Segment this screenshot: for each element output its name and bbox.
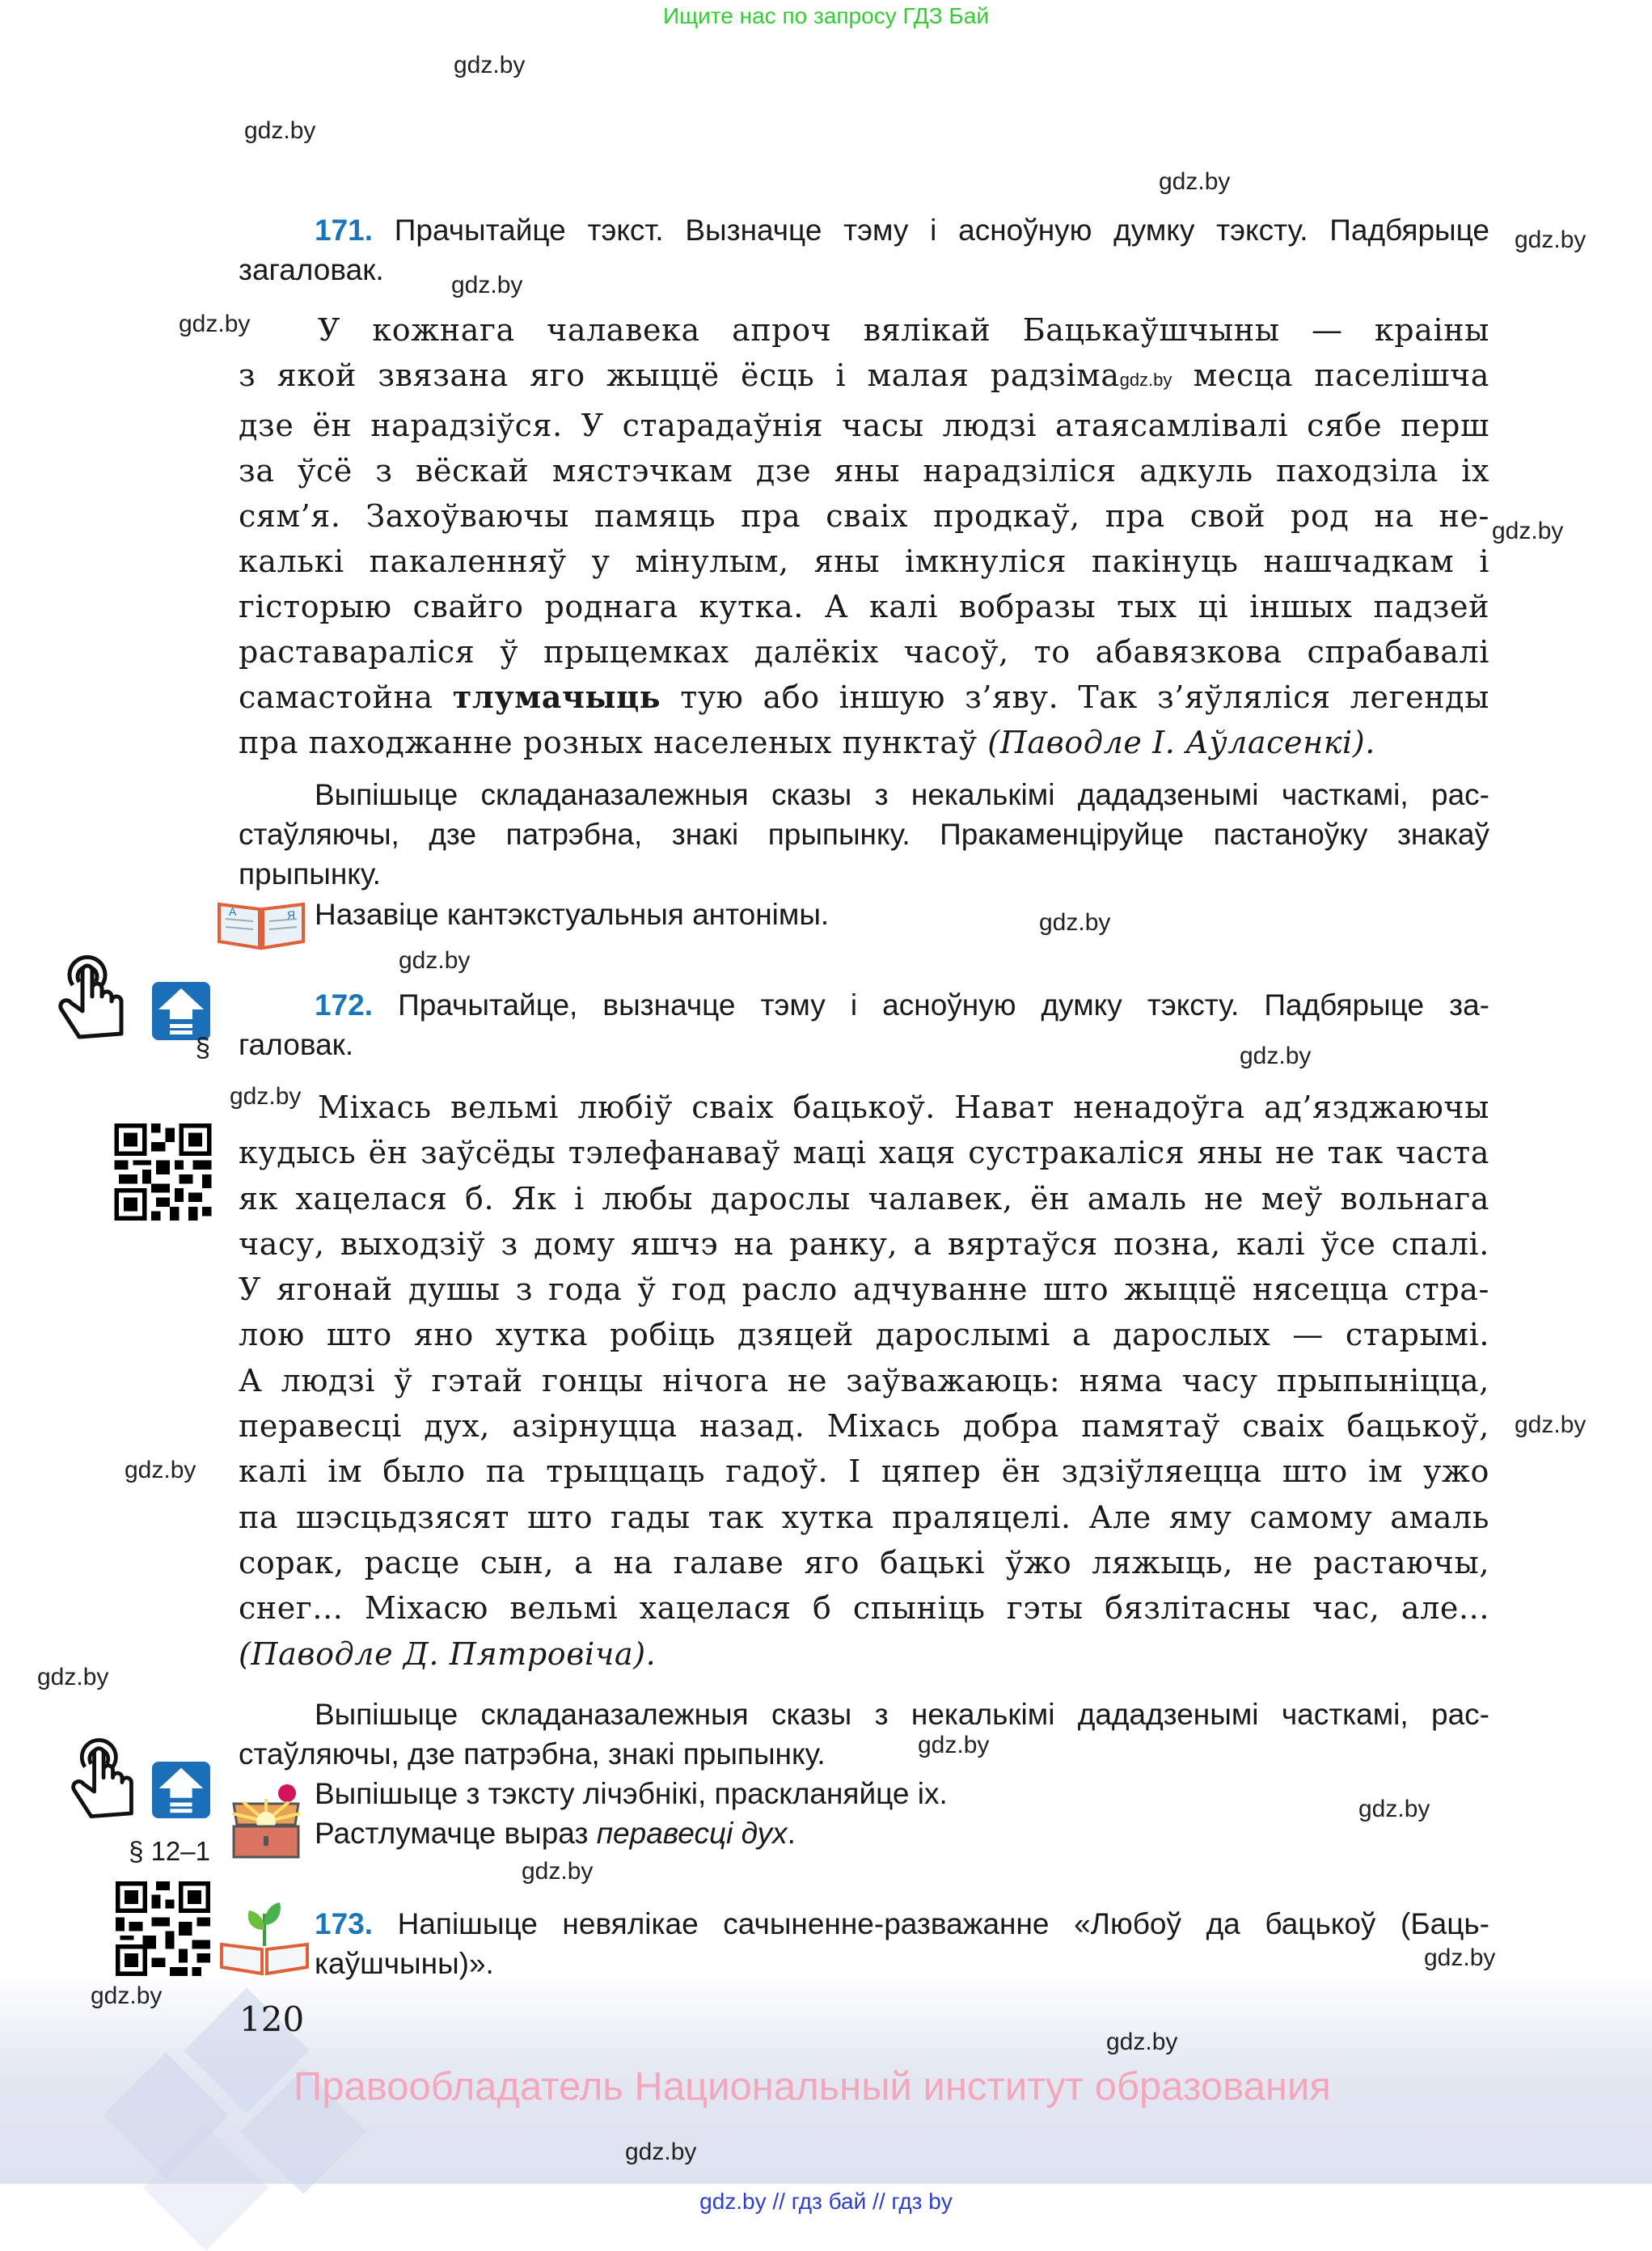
- text-segment: часу, выходзіў з дому яшчэ на ранку, а вяртаўся позна, калі ўсе спалі.: [239, 1225, 1489, 1262]
- text-segment: самастойна: [239, 679, 453, 715]
- watermark: gdz.by: [1515, 1411, 1587, 1438]
- text-line: [239, 1403, 1489, 1449]
- explain-text: Растлумачце выраз: [315, 1817, 597, 1850]
- text-segment: тлумачыць: [452, 679, 661, 715]
- instruction-text: Напішыце невялікае сачыненне-разважанне «Любоў да бацькоў (Баць-: [373, 1907, 1489, 1940]
- explain-text: .: [787, 1817, 796, 1850]
- watermark: gdz.by: [625, 2139, 697, 2165]
- text-line: [239, 1631, 1489, 1677]
- text-segment: (Паводле Д. Пятровіча).: [239, 1635, 657, 1672]
- watermark: gdz.by: [1039, 909, 1111, 936]
- exercise-text: Выпішыце складаназалежныя сказы з некалькімі дададзенымі часткамі, рас-: [315, 1698, 1489, 1731]
- text-segment: калькі пакаленняў у мінулым, яны імкнуліся пакінуць нашчадкам і: [239, 544, 1489, 579]
- watermark: gdz.by: [244, 117, 316, 144]
- text-segment: з якой звязана яго жыццё ёсць і малая радзіма: [239, 358, 1120, 393]
- task-172-numerals: Выпішыце з тэксту лічэбнікі, праскланяйце іх.: [315, 1777, 948, 1810]
- text-line: [239, 403, 1489, 448]
- text-line: [239, 539, 1489, 584]
- watermark: gdz.by: [125, 1457, 196, 1483]
- text-segment: кудысь ён заўсёды тэлефанаваў маці хаця сустракаліся яны не так часта: [239, 1135, 1489, 1171]
- text-line: [239, 1585, 1489, 1631]
- touch-hand-icon[interactable]: [70, 1729, 139, 1822]
- text-line: [239, 1540, 1489, 1585]
- text-segment: У кожнага чалавека апроч вялікай Бацькаўшчыны — краіны: [318, 312, 1489, 348]
- open-book-icon: [216, 895, 306, 951]
- watermark: gdz.by: [399, 947, 471, 974]
- task-171-antonyms: Назавіце кантэкстуальныя антонімы.: [315, 898, 830, 931]
- text-segment: А людзі ў гэтай гонцы нічога не заўважаюць: няма часу прыпыніцца,: [239, 1362, 1489, 1398]
- text-segment: як хацелася б. Як і любы дарослы чалавек, ён амаль не меў вольнага: [239, 1180, 1489, 1216]
- text-line: [239, 307, 1489, 353]
- watermark: gdz.by: [91, 1982, 163, 2009]
- text-segment: раставараліся ў прыцемках далёкіх часоў, то абавязкова спрабавалі: [239, 634, 1489, 670]
- watermark: gdz.by: [37, 1664, 109, 1690]
- watermark: gdz.by: [522, 1858, 594, 1885]
- treasure-chest-icon: [227, 1797, 305, 1860]
- watermark: gdz.by: [230, 1083, 302, 1110]
- page-number: 120: [239, 1999, 305, 2039]
- task-number: 173.: [315, 1907, 374, 1940]
- text-line: [239, 448, 1489, 493]
- watermark: gdz.by: [1358, 1796, 1430, 1822]
- watermark: gdz.by: [1119, 370, 1172, 390]
- task-171-exercise: [239, 775, 1489, 894]
- text-line: [239, 1221, 1489, 1267]
- text-line: [239, 629, 1489, 675]
- task-172-instruction: [239, 985, 1489, 1064]
- watermark: gdz.by: [179, 311, 251, 337]
- search-hint[interactable]: Ищите нас по запросу ГДЗ Бай: [662, 3, 990, 28]
- text-segment: тую або іншую з’яву. Так з’яўляліся легенды: [661, 679, 1489, 715]
- instruction-text: галовак.: [239, 1028, 354, 1061]
- watermark: gdz.by: [1106, 2029, 1178, 2055]
- watermark: gdz.by: [451, 272, 523, 298]
- svg-text:А: А: [229, 905, 237, 918]
- copyright-notice: Правообладатель Национальный институт образования: [294, 2065, 1331, 2109]
- watermark: gdz.by: [1159, 168, 1231, 195]
- exercise-text: стаўляючы, дзе патрэбна, знакі прыпынку.: [239, 1737, 826, 1771]
- watermark: gdz.by: [918, 1732, 990, 1758]
- text-line: [239, 1085, 1489, 1130]
- exercise-text: Выпішыце складаназалежныя сказы з некалькімі дададзенымі часткамі, рас-: [315, 778, 1489, 811]
- text-line: [239, 1130, 1489, 1175]
- task-number: 171.: [315, 214, 374, 247]
- text-line: [239, 1449, 1489, 1494]
- text-segment: снег... Міхасю вельмі хацелася б спыніць гэты бязлітасны час, але...: [239, 1590, 1489, 1627]
- text-segment: сорак, расце сын, а на галаве яго бацькі ўжо ляжыць, не растаючы,: [239, 1544, 1489, 1580]
- text-segment: сям’я. Захоўваючы памяць пра сваіх продкаў, пра свой род на не-: [239, 498, 1489, 534]
- text-line: [239, 1358, 1489, 1403]
- instruction-text: загаловак.: [239, 253, 384, 286]
- watermark: gdz.by: [1492, 518, 1564, 544]
- task-172-exercise: [239, 1695, 1489, 1774]
- text-line: [239, 493, 1489, 539]
- footer-links[interactable]: gdz.by // гдз бай // гдз by: [699, 2189, 953, 2214]
- task-172-explain: [315, 1813, 796, 1853]
- qr-code[interactable]: [113, 1123, 213, 1221]
- task-171-text: [239, 307, 1489, 765]
- task-172-text: [239, 1085, 1489, 1677]
- text-line: [239, 1312, 1489, 1357]
- text-segment: лою што яно хутка робіць дзяцей дарослымі а дарослых — старымі.: [239, 1317, 1489, 1353]
- svg-text:Я: Я: [287, 908, 296, 921]
- text-line: [239, 675, 1489, 720]
- task-number: 172.: [315, 988, 374, 1022]
- task-173-instruction: [239, 1904, 1489, 1983]
- exercise-text: стаўляючы, дзе патрэбна, знакі прыпынку. Пракаменціруйце пастаноўку знакаў: [239, 818, 1489, 851]
- text-segment: Міхась вельмі любіў сваіх бацькоў. Нават ненадоўга ад’язджаючы: [318, 1090, 1489, 1125]
- instruction-text: каўшчыны)».: [315, 1947, 494, 1980]
- text-line: [239, 720, 1489, 765]
- text-line: [239, 1176, 1489, 1221]
- watermark: gdz.by: [454, 52, 526, 78]
- text-segment: дзе ён нарадзіўся. У старадаўнія часы людзі атаясамлівалі сябе перш: [239, 408, 1489, 443]
- task-171-instruction: [239, 210, 1489, 290]
- text-line: [239, 1267, 1489, 1312]
- text-line: [239, 1495, 1489, 1540]
- text-segment: за ўсё з вёскай мястэчкам дзе яны нарадзіліся адкуль паходзіла іх: [239, 453, 1489, 489]
- text-segment: гісторыю свайго роднага кутка. А калі вобразы тых ці іншых падзей: [239, 589, 1489, 624]
- explain-phrase: перавесці дух: [596, 1817, 788, 1850]
- touch-hand-icon[interactable]: [57, 946, 129, 1042]
- text-segment: месца паселішча: [1172, 358, 1489, 393]
- instruction-text: Прачытайце, вызначце тэму і асноўную думку тэксту. Падбярыце за-: [373, 988, 1489, 1022]
- text-segment: У ягонай душы з года ў год расло адчуванне што жыццё нясецца стра-: [239, 1271, 1489, 1308]
- text-line: [239, 353, 1489, 403]
- watermark: gdz.by: [1424, 1944, 1496, 1971]
- qr-code[interactable]: [113, 1881, 213, 1976]
- exercise-text: прыпынку.: [239, 857, 381, 891]
- text-segment: пра паходжанне розных населеных пунктаў: [239, 725, 988, 760]
- text-segment: па шэсцьдзясят што гады так хутка праляцелі. Але яму самому амаль: [239, 1499, 1489, 1535]
- text-segment: (Паводле І. Аўласенкі).: [987, 725, 1375, 760]
- text-segment: калі ім было па трыццаць гадоў. І цяпер ён здзіўляецца што ім ужо: [239, 1453, 1489, 1490]
- watermark: gdz.by: [1515, 226, 1587, 253]
- practice-label: §: [195, 1032, 210, 1062]
- text-line: [239, 584, 1489, 629]
- instruction-text: Прачытайце тэкст. Вызначце тэму і асноўную думку тэксту. Падбярыце: [373, 214, 1489, 247]
- watermark: gdz.by: [1240, 1043, 1312, 1069]
- text-segment: перавесці дух, азірнуцца назад. Міхась добра памятаў сваіх бацькоў,: [239, 1408, 1489, 1445]
- upload-icon[interactable]: [152, 1762, 210, 1818]
- paragraph-label: § 12–1: [129, 1836, 210, 1866]
